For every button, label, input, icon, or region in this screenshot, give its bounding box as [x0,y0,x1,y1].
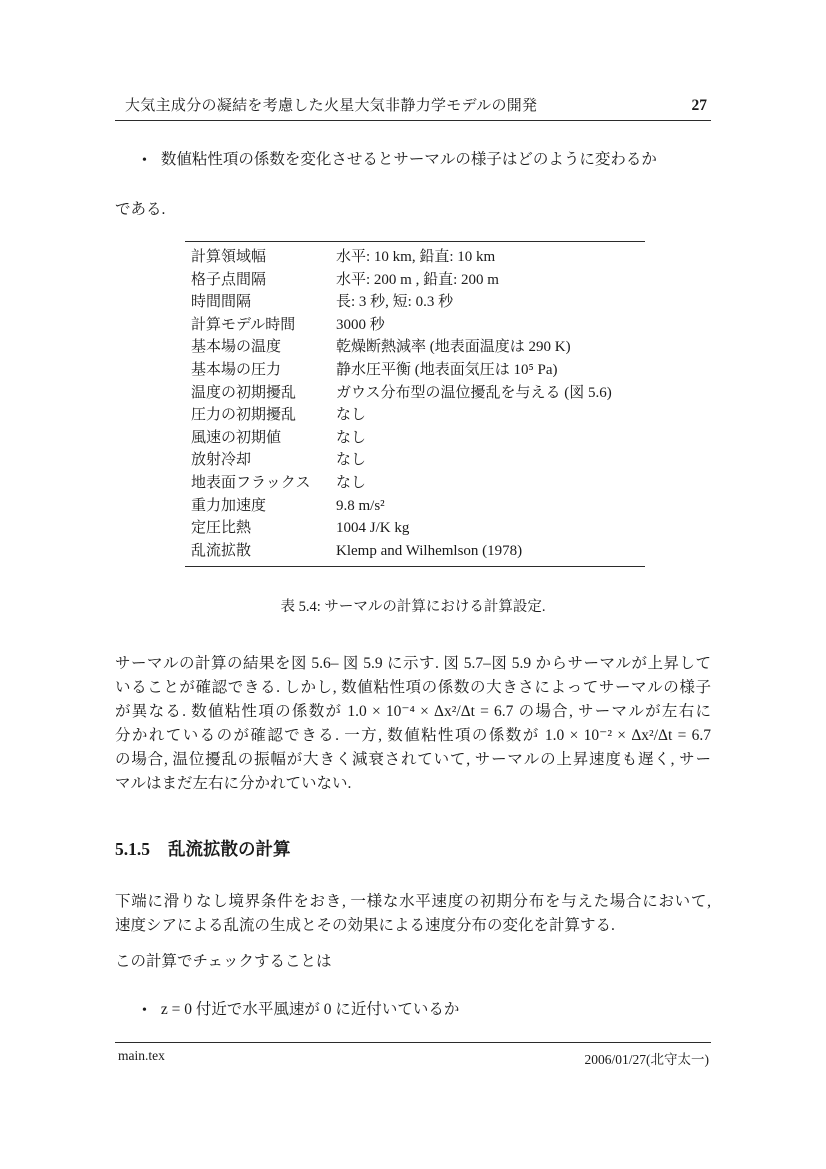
table-row [185,449,645,472]
table-row [185,404,645,427]
row-value: 9.8 m/s² [336,497,385,514]
footer-date-author: 2006/01/27(北守太一) [584,1052,709,1067]
row-label: 重力加速度 [191,497,267,514]
paragraph-line: 分かれているのが確認できる. 一方, 数値粘性項の係数が 1.0 × 10⁻² × Δx²/Δt = 6.7 [115,727,711,744]
row-label: 格子点間隔 [191,271,267,288]
paragraph-line: 下端に滑りなし境界条件をおき, 一様な水平速度の初期分布を与えた場合において, [115,893,711,910]
row-value: なし [336,474,367,491]
section-number: 5.1.5 [115,839,150,859]
settings-table [185,241,645,567]
running-header-title: 大気主成分の凝結を考慮した火星大気非静力学モデルの開発 [125,97,538,114]
list-item [142,1000,459,1021]
table-row [185,314,645,337]
table-row [185,427,645,450]
paragraph-line: 速度シアによる乱流の生成とその効果による速度分布の変化を計算する. [115,917,615,934]
paragraph-line: この計算でチェックすることは [115,953,332,970]
row-value: 静水圧平衡 (地表面気圧は 10⁵ Pa) [336,361,558,378]
page-number: 27 [691,97,707,114]
list-item-text: 数値粘性項の係数を変化させるとサーマルの様子はどのように変わるか [160,151,657,168]
row-value: ガウス分布型の温位擾乱を与える (図 5.6) [336,384,612,401]
paragraph [115,652,711,796]
table-row [185,472,645,495]
row-label: 地表面フラックス [191,474,311,491]
section-title: 乱流拡散の計算 [168,839,291,859]
paragraph [115,950,711,974]
paragraph-line: の場合, 温位擾乱の振幅が大きく減衰されていて, サーマルの上昇速度も遅く, サー [115,751,711,768]
row-label: 計算領域幅 [191,249,267,265]
row-value: Klemp and Wilhemlson (1978) [336,542,523,559]
row-label: 乱流拡散 [191,542,252,559]
section-heading [115,836,291,861]
running-header [115,94,711,121]
row-label: 基本場の温度 [191,339,282,356]
row-value: なし [336,407,367,424]
row-label: 時間間隔 [191,294,252,311]
row-label: 圧力の初期擾乱 [191,407,297,424]
row-value: 水平: 10 km, 鉛直: 10 km [336,249,496,265]
row-value: なし [336,429,367,446]
row-label: 計算モデル時間 [191,316,296,333]
list-item [142,150,657,171]
lead-text: である. [115,201,166,218]
row-value: なし [336,452,367,469]
paragraph-line: サーマルの計算の結果を図 5.6– 図 5.9 に示す. 図 5.7–図 5.9 からサーマルが上昇して [115,655,711,672]
table-row [185,269,645,292]
row-value: 乾燥断熱減率 (地表面温度は 290 K) [336,339,571,356]
footer-filename: main.tex [118,1048,165,1063]
table-caption: 表 5.4: サーマルの計算における計算設定. [280,599,546,615]
row-value: 3000 秒 [336,316,385,333]
list-item-text: z = 0 付近で水平風速が 0 に近付いているか [160,1001,460,1018]
paragraph-line: マルはまだ左右に分かれていない. [115,775,352,792]
table-row [185,291,645,314]
bullet-icon [142,1000,157,1021]
row-value: 1004 J/K kg [336,520,410,537]
paragraph-line: いることが確認できる. しかし, 数値粘性項の係数の大きさによってサーマルの様子 [115,679,711,696]
table-row [185,495,645,518]
row-value: 水平: 200 m , 鉛直: 200 m [336,271,499,288]
page-footer [115,1042,711,1068]
paragraph [115,890,711,938]
paragraph-line: が異なる. 数値粘性項の係数が 1.0 × 10⁻⁴ × Δx²/Δt = 6.7 の場合, サーマルが左右に [115,703,711,720]
table-row [185,382,645,405]
table-row [185,246,645,269]
table-row [185,540,645,563]
row-label: 放射冷却 [191,452,252,469]
row-label: 基本場の圧力 [191,361,282,378]
row-label: 温度の初期擾乱 [191,384,297,401]
row-label: 定圧比熱 [191,520,252,537]
row-label: 風速の初期値 [191,429,282,446]
table-row [185,336,645,359]
table-row [185,517,645,540]
row-value: 長: 3 秒, 短: 0.3 秒 [336,294,454,311]
table-row [185,359,645,382]
bullet-icon [142,150,157,171]
